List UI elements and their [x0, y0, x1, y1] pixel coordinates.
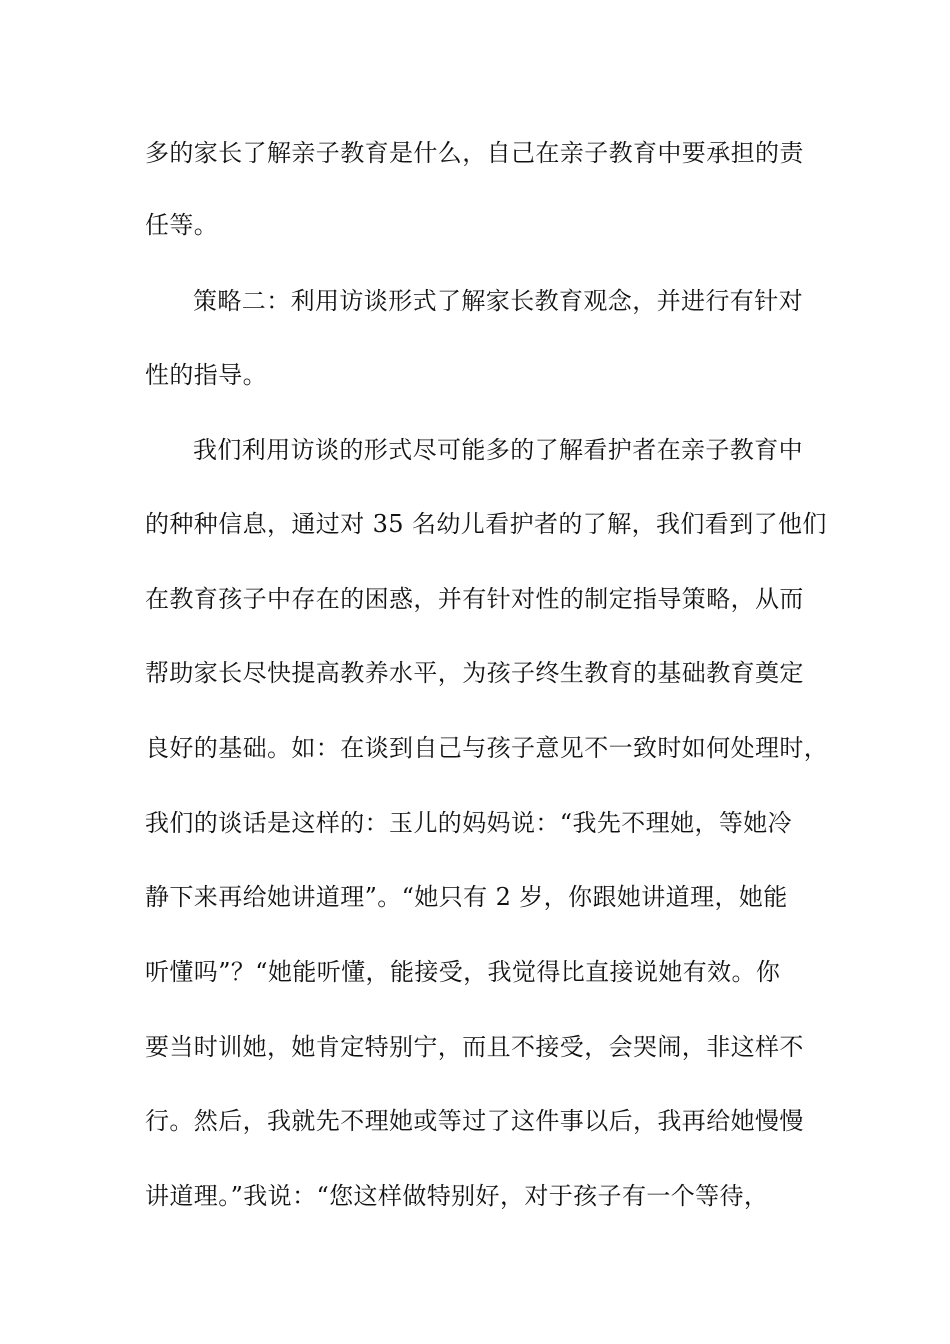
paragraph-line: 静下来再给她讲道理”。“她只有 2 岁，你跟她讲道理，她能: [145, 883, 788, 911]
paragraph-line: 良好的基础。如：在谈到自己与孩子意见不一致时如何处理时，: [145, 734, 829, 762]
strategy-heading-line: 策略二：利用访谈形式了解家长教育观念，并进行有针对: [193, 287, 803, 315]
paragraph-line: 帮助家长尽快提高教养水平，为孩子终生教育的基础教育奠定: [145, 659, 804, 687]
paragraph-line: 我们的谈话是这样的：玉儿的妈妈说：“我先不理她，等她冷: [145, 809, 793, 837]
paragraph-line: 我们利用访谈的形式尽可能多的了解看护者在亲子教育中: [193, 436, 803, 464]
paragraph-line: 多的家长了解亲子教育是什么，自己在亲子教育中要承担的责: [145, 139, 804, 167]
paragraph-line: 听懂吗”？“她能听懂，能接受，我觉得比直接说她有效。你: [145, 958, 781, 986]
paragraph-line: 要当时训她，她肯定特别宁，而且不接受，会哭闹，非这样不: [145, 1033, 804, 1061]
paragraph-line: 在教育孩子中存在的困惑，并有针对性的制定指导策略，从而: [145, 585, 804, 613]
paragraph-line: 的种种信息，通过对 35 名幼儿看护者的了解，我们看到了他们: [145, 510, 827, 538]
paragraph-line: 行。然后，我就先不理她或等过了这件事以后，我再给她慢慢: [145, 1107, 804, 1135]
paragraph-line: 讲道理。”我说：“您这样做特别好，对于孩子有一个等待，: [145, 1182, 769, 1210]
strategy-heading-line: 性的指导。: [145, 361, 267, 389]
paragraph-line: 任等。: [145, 211, 219, 239]
